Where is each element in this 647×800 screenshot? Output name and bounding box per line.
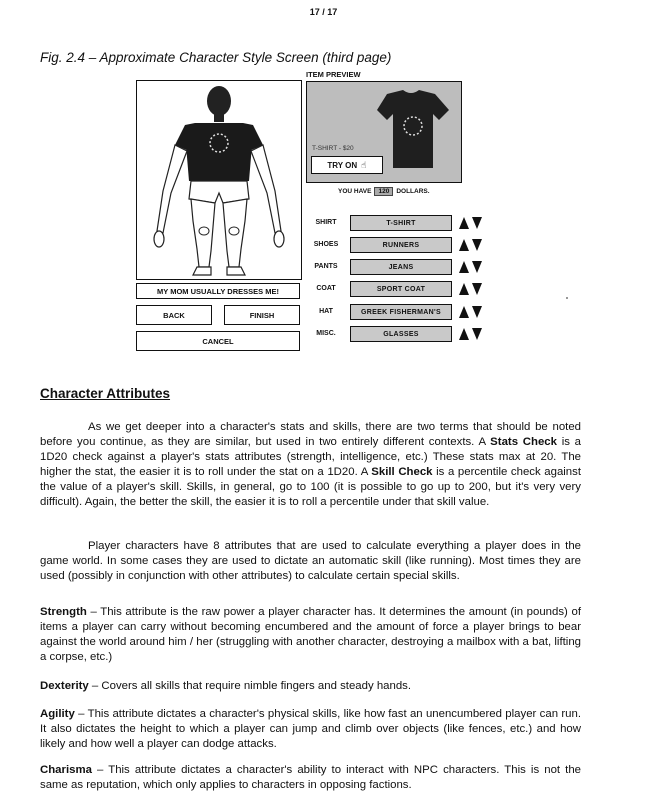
slot-value-hat[interactable]: GREEK FISHERMAN'S [350, 304, 452, 320]
money-prefix: YOU HAVE [338, 188, 372, 195]
shirt-arrows-icon[interactable] [458, 215, 484, 231]
para1-b: is a 1D20 check against a player's stats attributes (strength, intelligence, etc.) These stats max at 20. The higher the stat, the easier it is to roll under the stat on a 1D20. A [40, 436, 582, 478]
slot-value-shirt[interactable]: T-SHIRT [350, 215, 452, 231]
strength-text: – This attribute is the raw power a player character has. It determines the amount (in pounds) of items a player can carry without becoming encumbered and the amount of force a player brings to bear against the world around him / her (struggling with another character, destroying a mailbox with a bat, lifting a corpse, etc.) [40, 606, 581, 663]
charisma-paragraph [40, 763, 581, 793]
dexterity-paragraph [40, 679, 581, 694]
cursor-icon: ☝ [361, 159, 367, 170]
money-display [338, 187, 430, 196]
scan-speck [566, 297, 568, 299]
character-figure-icon [137, 81, 301, 279]
strength-term: Strength [40, 606, 87, 618]
slot-label-shirt: SHIRT [315, 219, 337, 226]
slot-value-shoes[interactable]: RUNNERS [350, 237, 452, 253]
item-price-label: T-SHIRT - $20 [312, 145, 354, 152]
finish-button[interactable]: FINISH [224, 305, 300, 325]
misc-arrows-icon[interactable] [458, 326, 484, 342]
slot-label-coat: COAT [316, 285, 336, 292]
dexterity-text: – Covers all skills that require nimble fingers and steady hands. [88, 680, 412, 692]
money-value: 120 [374, 187, 393, 196]
skill-check-term: Skill Check [371, 466, 433, 478]
shoes-arrows-icon[interactable] [458, 237, 484, 253]
pants-arrows-icon[interactable] [458, 259, 484, 275]
stats-vs-skills-paragraph [40, 420, 581, 510]
slot-value-pants[interactable]: JEANS [350, 259, 452, 275]
item-preview-label: ITEM PREVIEW [306, 70, 361, 79]
slot-label-misc: MISC. [316, 330, 336, 337]
slot-label-pants: PANTS [314, 263, 338, 270]
hat-arrows-icon[interactable] [458, 304, 484, 320]
charisma-text: – This attribute dictates a character's ability to interact with NPC characters. This is not the same as reputation, which only applies to characters in opposing factions. [40, 764, 581, 791]
slot-value-misc[interactable]: GLASSES [350, 326, 452, 342]
slot-label-hat: HAT [319, 308, 333, 315]
para1-c: is a percentile check against the value of a player's skill. Skills, in general, go to 100 (it is possible to go up to 200, but it's very very difficult). Again, the better the skill, the easier it is to roll a percentile under that skill value. [40, 466, 582, 508]
back-button[interactable]: BACK [136, 305, 212, 325]
slot-label-shoes: SHOES [313, 241, 339, 248]
attributes-intro-paragraph: Player characters have 8 attributes that are used to calculate everything a player does in the game world. In some cases they are used to dictate an automatic skill (like running). Most times they are used (possibly in conjunction with other attributes) to calculate certain special skills. [40, 540, 581, 582]
try-on-label: TRY ON [327, 160, 358, 170]
strength-paragraph [40, 605, 581, 665]
agility-paragraph [40, 707, 581, 752]
figure-caption: Fig. 2.4 – Approximate Character Style Screen (third page) [40, 50, 392, 65]
para1-a: As we get deeper into a character's stats and skills, there are two terms that should be noted before you continue, as they are similar, but used in two entirely different contexts. A [40, 421, 581, 448]
cancel-button[interactable]: CANCEL [136, 331, 300, 351]
dress-me-button[interactable]: MY MOM USUALLY DRESSES ME! [136, 283, 300, 299]
dexterity-term: Dexterity [40, 680, 89, 692]
page-number: 17 / 17 [309, 7, 338, 17]
agility-term: Agility [40, 708, 75, 720]
slot-value-coat[interactable]: SPORT COAT [350, 281, 452, 297]
try-on-button[interactable] [311, 156, 383, 174]
coat-arrows-icon[interactable] [458, 281, 484, 297]
character-preview-panel [136, 80, 302, 280]
agility-text: – This attribute dictates a character's physical skills, like how fast an unencumbered player can run. It also dictates the height to which a player can jump and climb over objects (like fences, etc.) and how likely and how well a player can dodge attacks. [40, 708, 581, 750]
stats-check-term: Stats Check [490, 436, 557, 448]
money-suffix: DOLLARS. [396, 188, 430, 195]
charisma-term: Charisma [40, 764, 92, 776]
section-title: Character Attributes [40, 386, 171, 401]
